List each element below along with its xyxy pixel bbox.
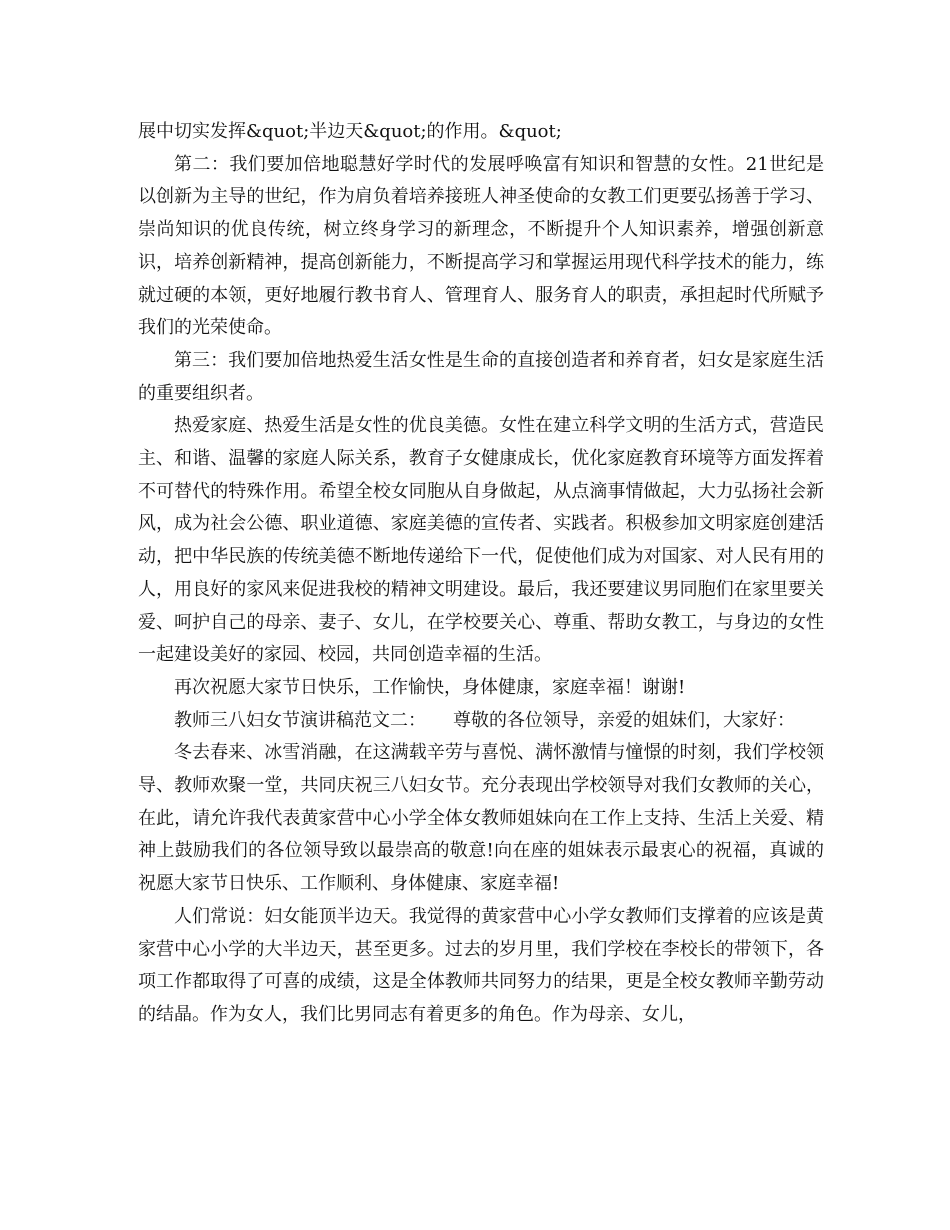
- paragraph-4: 热爱家庭、热爱生活是女性的优良美德。女性在建立科学文明的生活方式，营造民主、和谐、温馨的家庭人际关系，教育子女健康成长，优化家庭教育环境等方面发挥着不可替代的特殊作用。希望全校女同胞从自身做起，从点滴事情做起，大力弘扬社会新风，成为社会公德、职业道德、家庭美德的宣传者、实践者。积极参加文明家庭创建活动，把中华民族的传统美德不断地传递给下一代，促使他们成为对国家、对人民有用的人，用良好的家风来促进我校的精神文明建设。最后，我还要建议男同胞们在家里要关爱、呵护自己的母亲、妻子、女儿，在学校要关心、尊重、帮助女教工，与身边的女性一起建设美好的家园、校园，共同创造幸福的生活。: [138, 415, 824, 666]
- paragraph-2: 第二：我们要加倍地聪慧好学时代的发展呼唤富有知识和智慧的女性。21世纪是以创新为主导的世纪，作为肩负着培养接班人神圣使命的女教工们更要弘扬善于学习、崇尚知识的优良传统，树立终身学习的新理念，不断提升个人知识素养，增强创新意识，培养创新精神，提高创新能力，不断提高学习和掌握运用现代科学技术的能力，练就过硬的本领，更好地履行教书育人、管理育人、服务育人的职责，承担起时代所赋予我们的光荣使命。: [138, 153, 824, 339]
- paragraph-7: 冬去春来、冰雪消融，在这满载辛劳与喜悦、满怀激情与憧憬的时刻，我们学校领导、教师欢聚一堂，共同庆祝三八妇女节。充分表现出学校领导对我们女教师的关心，在此，请允许我代表黄家营中心小学全体女教师姐妹向在工作上支持、生活上关爱、精神上鼓励我们的各位领导致以最崇高的敬意!向在座的姐妹表示最衷心的祝福，真诚的祝愿大家节日快乐、工作顺利、身体健康、家庭幸福!: [138, 742, 824, 895]
- paragraph-6: 教师三八妇女节演讲稿范文二： 尊敬的各位领导，亲爱的姐妹们，大家好：: [174, 709, 795, 731]
- document-body: [138, 116, 824, 1032]
- paragraph-1: 展中切实发挥&quot;半边天&quot;的作用。&quot;: [138, 121, 562, 142]
- paragraph-5: 再次祝愿大家节日快乐，工作愉快，身体健康，家庭幸福！谢谢!: [174, 676, 686, 698]
- paragraph-3: 第三：我们要加倍地热爱生活女性是生命的直接创造者和养育者，妇女是家庭生活的重要组织者。: [138, 349, 824, 404]
- paragraph-8: 人们常说：妇女能顶半边天。我觉得的黄家营中心小学女教师们支撑着的应该是黄家营中心小学的大半边天，甚至更多。过去的岁月里，我们学校在李校长的带领下，各项工作都取得了可喜的成绩，这是全体教师共同努力的结果，更是全校女教师辛勤劳动的结晶。作为女人，我们比男同志有着更多的角色。作为母亲、女儿，: [138, 905, 824, 1025]
